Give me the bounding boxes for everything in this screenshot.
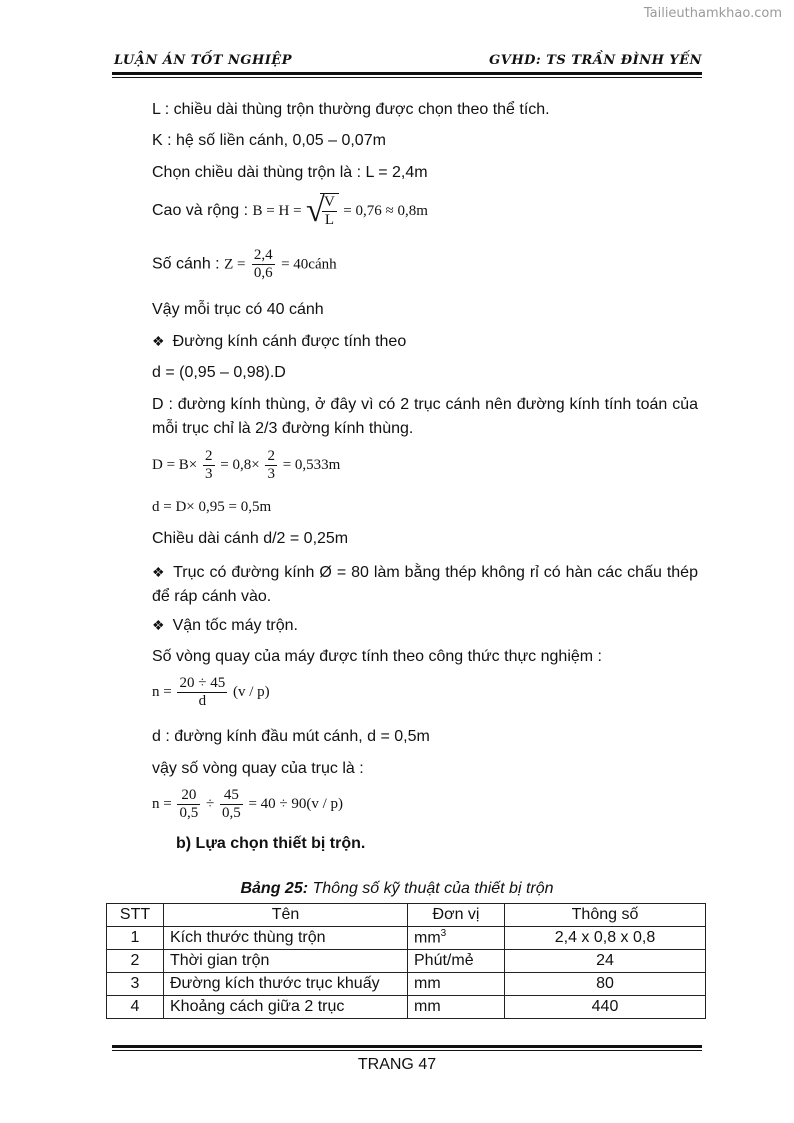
- formula-n-general: n = $\frac{20 \div 45}{d}$ (v / p): [152, 675, 270, 709]
- section-heading-b: b) Lựa chọn thiết bị trộn.: [176, 835, 366, 852]
- text-line-18: vậy số vòng quay của trục là :: [152, 760, 364, 777]
- paragraph-drum-diameter: D : đường kính thùng, ở đây vì có 2 trục cánh nên đường kính tính toán của mỗi trục chỉ là 2/3 đường kính thùng.: [152, 396, 698, 437]
- formula-label: Số cánh :: [152, 255, 220, 273]
- table-row: 1 Kích thước thùng trộn $mm^3$ 2,4 x 0,8 x 0,8: [107, 927, 706, 950]
- page-number: TRANG 47: [357, 1056, 437, 1073]
- diamond-bullet-icon: ❖: [152, 617, 165, 633]
- frac-den: 0,6: [253, 265, 273, 281]
- th-stt: STT: [107, 904, 164, 927]
- frac-num: V: [323, 194, 335, 210]
- header-rule-thick: [112, 72, 702, 75]
- formula-rhs: = 0,76 ≈ 0,8m: [343, 203, 428, 220]
- formula-D: D = B× $\frac{2}{3}$ = 0,8× $\frac{2}{3}$ = 0,533m: [152, 448, 341, 482]
- text-line-3: Chọn chiều dài thùng trộn là : L = 2,4m: [152, 164, 428, 181]
- formula-n-result: n = $\frac{20}{0,5}$ ÷ $\frac{45}{0,5}$ = 40 ÷ 90(v / p): [152, 787, 344, 821]
- table-row: 2 Thời gian trộn Phút/mẻ 24: [107, 950, 706, 973]
- table-header-row: [107, 904, 706, 927]
- text-line-6: Vậy mỗi trục có 40 cánh: [152, 301, 324, 318]
- formula-label: Cao và rộng :: [152, 202, 249, 220]
- formula-height-width: [152, 193, 428, 229]
- bullet-mixer-speed: ❖ Vận tốc máy trộn.: [152, 617, 298, 634]
- header-rule-thin: [112, 77, 702, 78]
- bullet-shaft: ❖ Trục có đường kính Ø = 80 làm bằng thép không rỉ có hàn các chấu thép để ráp cánh vào.: [152, 564, 698, 605]
- th-value: Thông số: [505, 904, 706, 927]
- formula-lhs: B = H =: [252, 203, 302, 220]
- text-line-1: L : chiều dài thùng trộn thường được chọn theo thể tích.: [152, 101, 550, 118]
- formula-rhs: = 40cánh: [281, 256, 337, 273]
- header-thesis-title: LUẬN ÁN TỐT NGHIỆP: [114, 53, 292, 68]
- formula-blade-count: [152, 247, 337, 282]
- spec-table: [106, 903, 706, 1019]
- formula-lhs: Z =: [224, 256, 246, 273]
- footer-rule-thin: [112, 1050, 702, 1051]
- footer-rule-thick: [112, 1045, 702, 1048]
- text-line-15: Số vòng quay của máy được tính theo công thức thực nghiệm :: [152, 648, 602, 665]
- text-line-17: d : đường kính đầu mút cánh, d = 0,5m: [152, 728, 430, 745]
- sqrt-expression: [306, 193, 339, 229]
- diamond-bullet-icon: ❖: [152, 564, 166, 580]
- radical-sign: √: [305, 192, 325, 229]
- frac-den: L: [324, 212, 334, 228]
- th-name: Tên: [164, 904, 408, 927]
- diamond-bullet-icon: ❖: [152, 333, 165, 349]
- watermark: Tailieuthamkhao.com: [643, 6, 782, 21]
- text-line-8: d = (0,95 – 0,98).D: [152, 364, 286, 381]
- text-line-2: K : hệ số liền cánh, 0,05 – 0,07m: [152, 132, 386, 149]
- frac-num: 2,4: [253, 247, 273, 263]
- formula-d: d = D× 0,95 = 0,5m: [152, 499, 272, 515]
- header-advisor: GVHD: TS TRẦN ĐÌNH YẾN: [489, 53, 702, 68]
- text-line-12: Chiều dài cánh d/2 = 0,25m: [152, 530, 349, 547]
- table-row: 3 Đường kích thước trục khuấy mm 80: [107, 973, 706, 996]
- table-row: 4 Khoảng cách giữa 2 trục mm 440: [107, 996, 706, 1019]
- th-unit: Đơn vị: [408, 904, 505, 927]
- bullet-diameter: ❖ Đường kính cánh được tính theo: [152, 333, 407, 350]
- table-caption: Bảng 25: Thông số kỹ thuật của thiết bị trộn: [240, 880, 554, 897]
